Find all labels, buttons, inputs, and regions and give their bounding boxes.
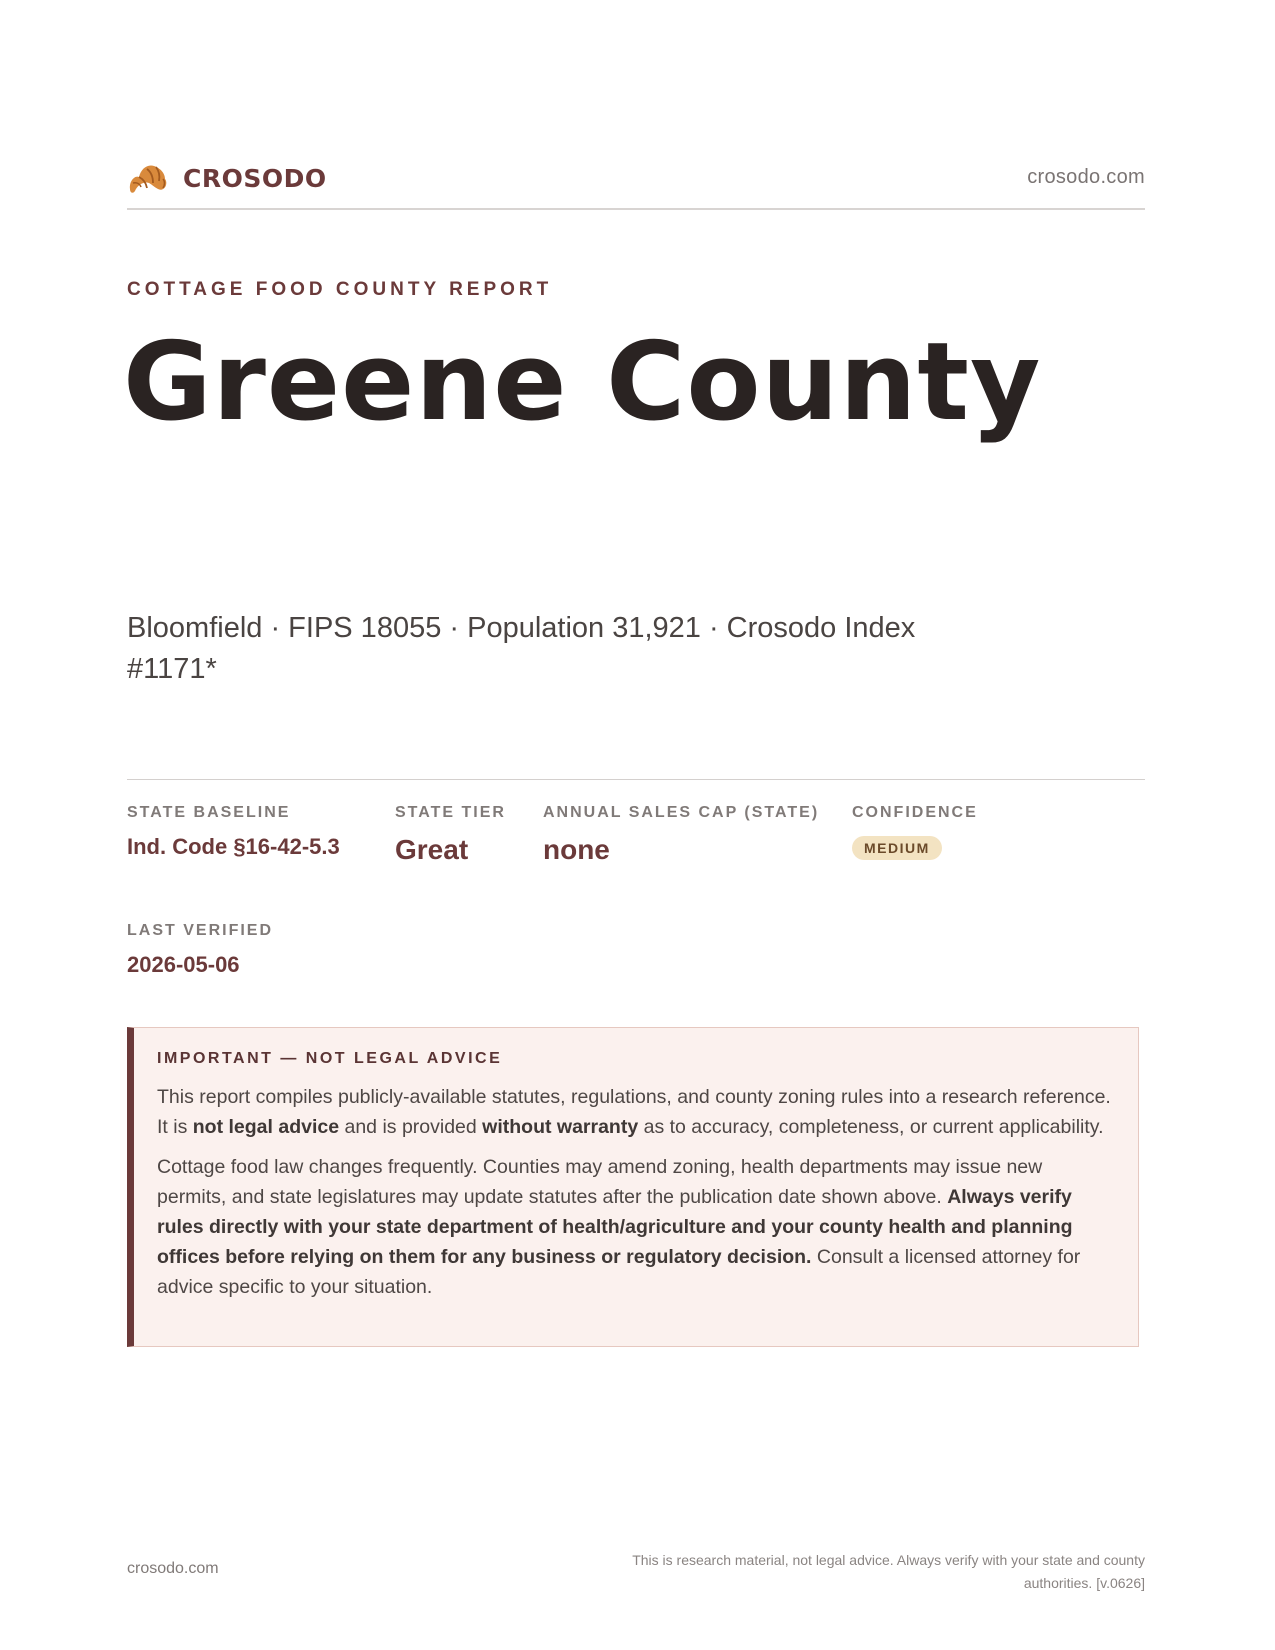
fact-value: Ind. Code §16-42-5.3	[127, 834, 340, 859]
croissant-icon	[127, 159, 169, 197]
disclaimer-paragraph-2	[157, 1152, 1114, 1302]
fact-label: STATE TIER	[395, 804, 506, 821]
fact-last-verified	[127, 922, 273, 978]
text-run: This report compiles publicly-available statutes, regulations, and county zoning rules into a research reference. It is	[157, 1086, 1111, 1138]
legal-disclaimer	[127, 1027, 1139, 1347]
emphasis-text: Always verify rules directly with your state department of health/agriculture and your county health and planning offices before relying on them for any business or regulatory decision.	[157, 1186, 1073, 1268]
report-page	[123, 0, 1145, 1650]
text-run: and is provided	[339, 1116, 483, 1138]
fact-value: Great	[395, 834, 469, 865]
fact-label: ANNUAL SALES CAP (STATE)	[543, 804, 820, 821]
disclaimer-heading: IMPORTANT — NOT LEGAL ADVICE	[157, 1050, 503, 1067]
fact-label: CONFIDENCE	[852, 804, 978, 821]
text-run: as to accuracy, completeness, or current applicability.	[638, 1116, 1104, 1138]
page-title: Greene County	[123, 320, 1042, 445]
fact-value: none	[543, 834, 610, 865]
disclaimer-paragraph-1	[157, 1082, 1114, 1142]
section-divider	[127, 779, 1145, 780]
brand-logo[interactable]	[127, 158, 327, 198]
emphasis-text: not legal advice	[192, 1116, 340, 1138]
header-site-link[interactable]: crosodo.com	[1027, 166, 1145, 188]
fact-annual-sales-cap	[543, 804, 819, 866]
fact-state-tier	[395, 804, 506, 866]
brand-name: CROSODO	[183, 163, 327, 193]
fact-state-baseline	[127, 804, 340, 860]
fact-label: LAST VERIFIED	[127, 922, 274, 939]
footer-note: This is research material, not legal advice. Always verify with your state and county authorities. [v.0626]	[632, 1552, 1145, 1591]
fact-confidence	[852, 804, 978, 860]
fact-label: STATE BASELINE	[127, 804, 291, 821]
text-run: Consult a licensed attorney for advice specific to your situation.	[157, 1246, 1081, 1298]
emphasis-text: without warranty	[482, 1116, 639, 1138]
confidence-badge: MEDIUM	[852, 836, 942, 860]
text-run: Cottage food law changes frequently. Counties may amend zoning, health departments may issue new permits, and state legislatures may update statutes after the publication date shown above.	[157, 1156, 1043, 1208]
brand-header	[127, 158, 1145, 210]
report-eyebrow: COTTAGE FOOD COUNTY REPORT	[127, 279, 553, 300]
fact-value: 2026-05-06	[127, 952, 240, 977]
footer-site-link[interactable]: crosodo.com	[127, 1560, 219, 1577]
report-subtitle: Bloomfield · FIPS 18055 · Population 31,921 · Crosodo Index #1171*	[127, 612, 916, 685]
